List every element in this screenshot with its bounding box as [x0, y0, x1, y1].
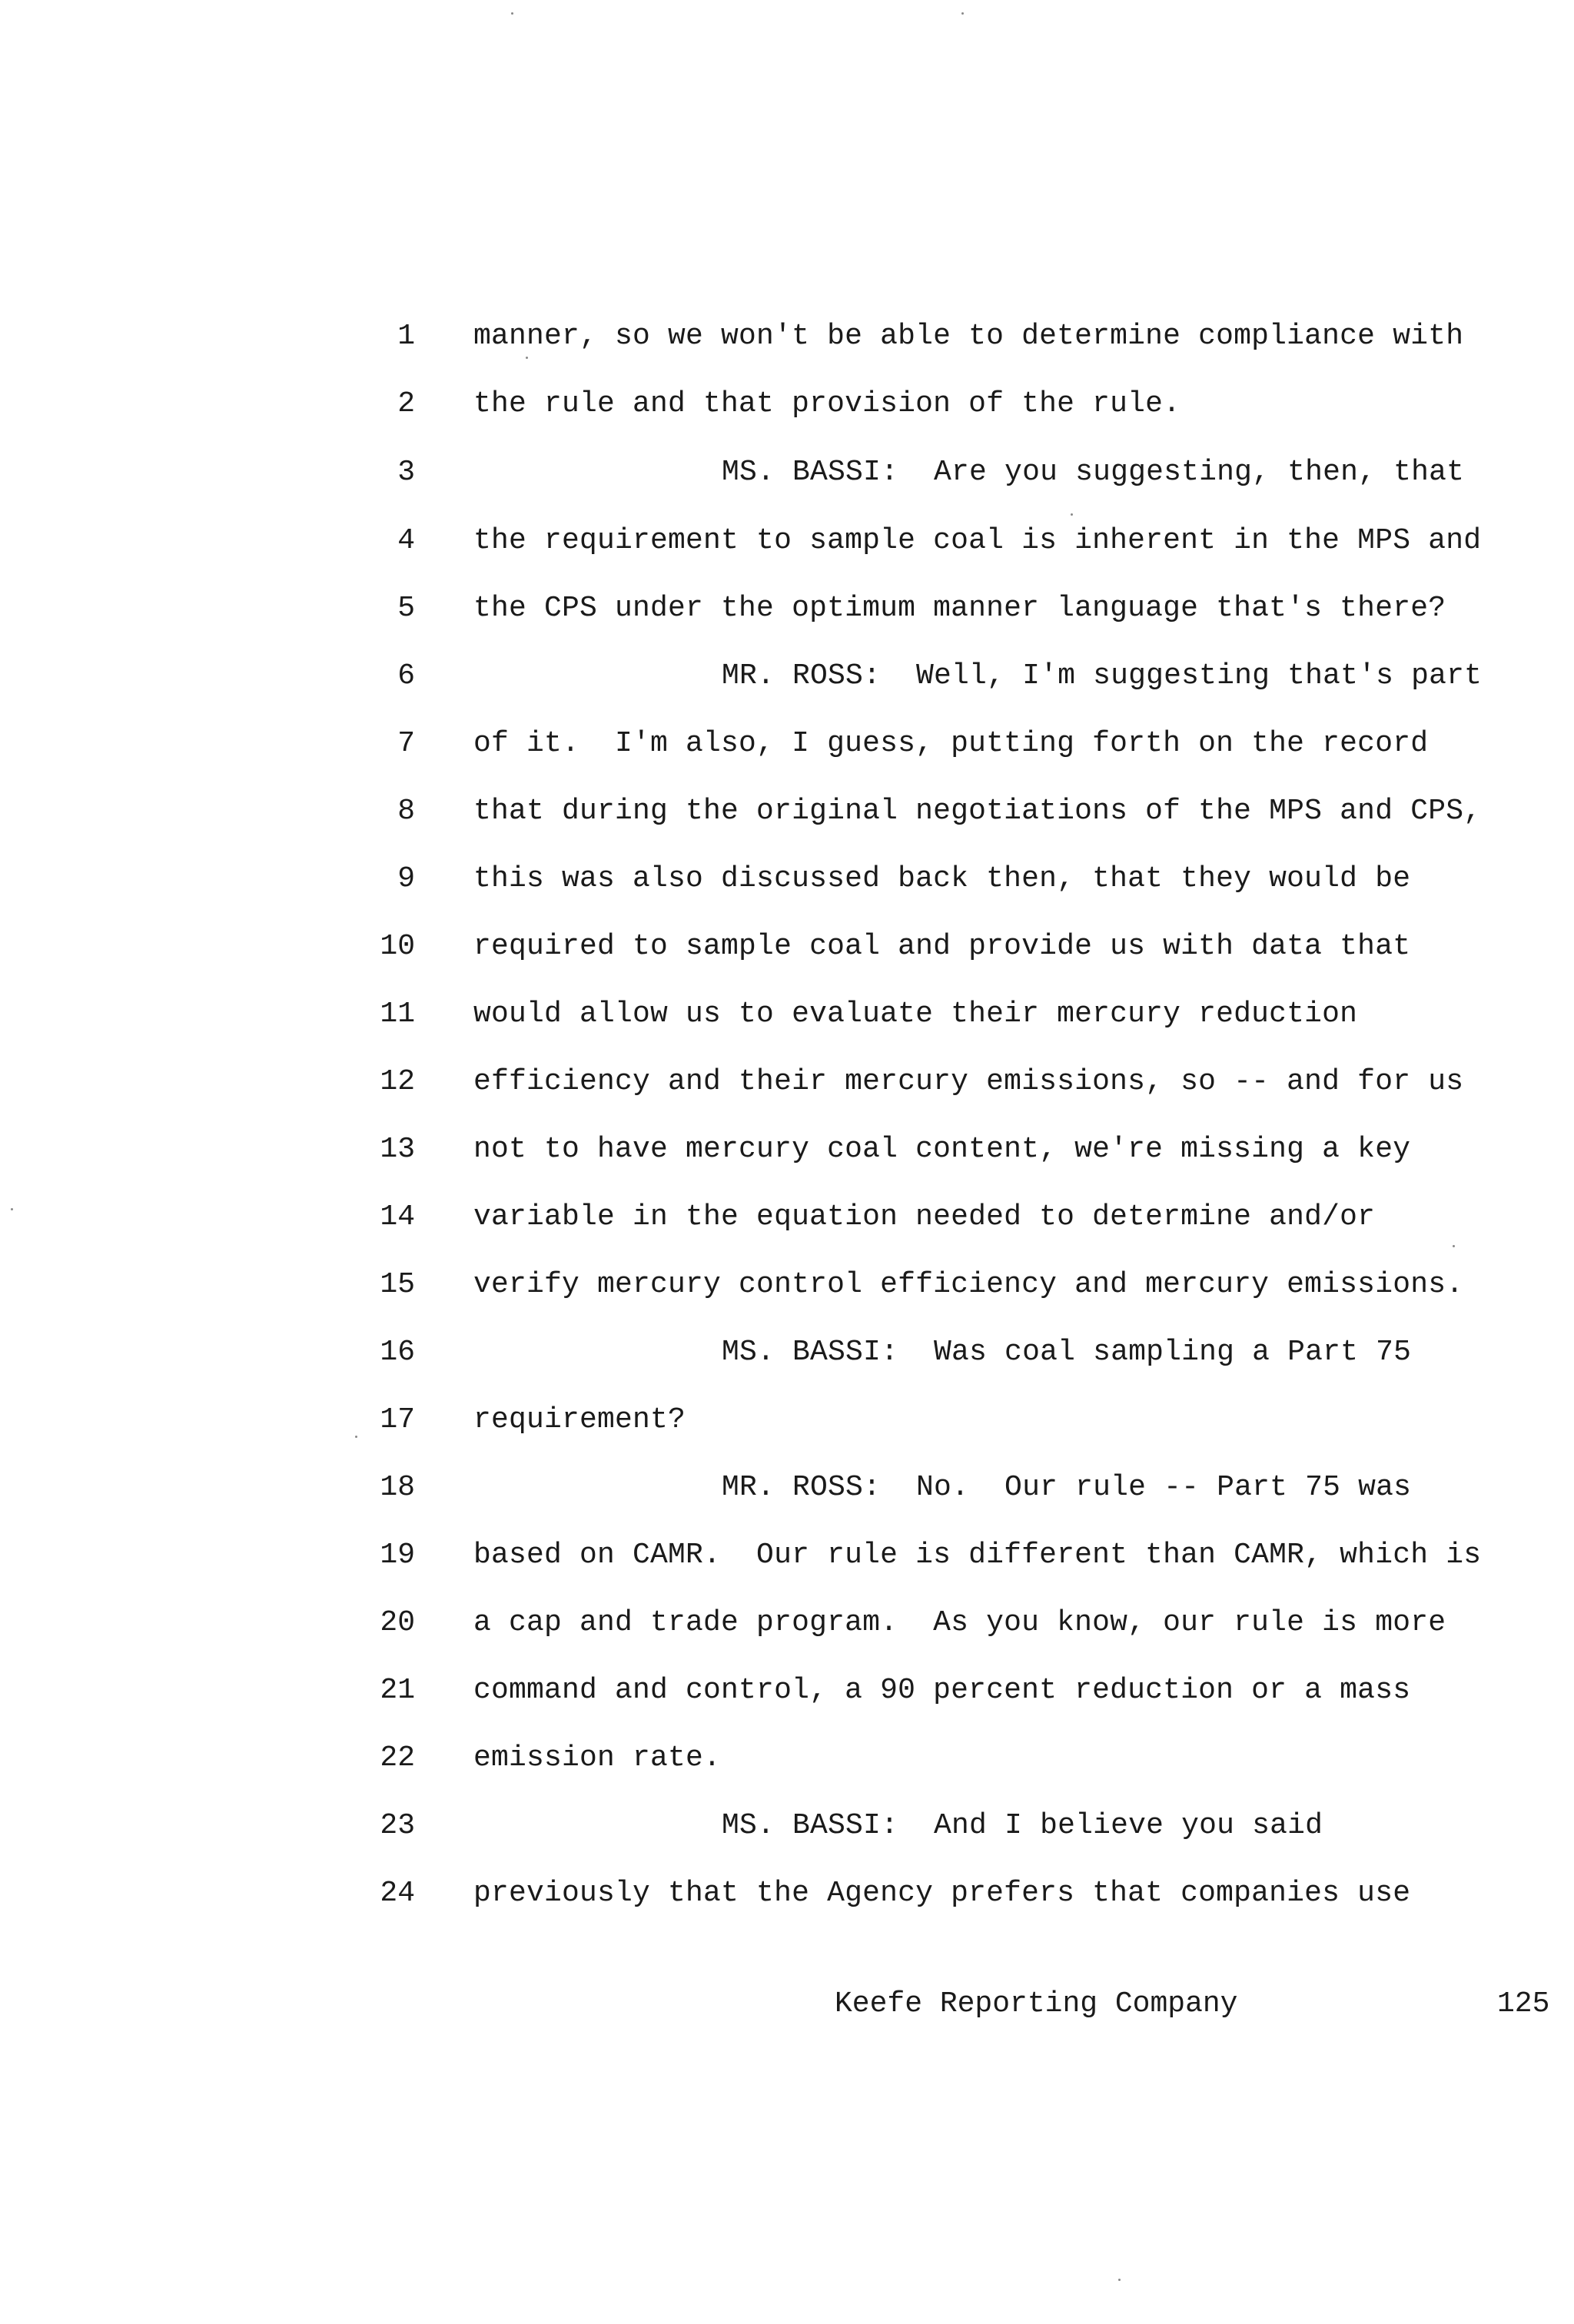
line-text: that during the original negotiations of the MPS and CPS, — [473, 795, 1482, 828]
line-number: 17 — [380, 1403, 415, 1436]
line-text: the CPS under the optimum manner language that's there? — [473, 592, 1446, 625]
reporting-company-name: Keefe Reporting Company — [835, 1987, 1238, 2020]
line-text: not to have mercury coal content, we're missing a key — [473, 1133, 1411, 1166]
line-text: previously that the Agency prefers that companies use — [473, 1877, 1411, 1910]
line-text: would allow us to evaluate their mercury reduction — [473, 998, 1358, 1031]
line-text: command and control, a 90 percent reduction or a mass — [473, 1674, 1411, 1707]
line-number: 9 — [397, 862, 415, 895]
line-text: variable in the equation needed to determine and/or — [473, 1200, 1376, 1233]
line-text: required to sample coal and provide us with data that — [473, 930, 1411, 963]
line-number: 10 — [380, 930, 415, 963]
line-number: 4 — [397, 524, 415, 557]
line-number: 3 — [397, 456, 415, 489]
scan-speck — [526, 357, 528, 359]
line-text: efficiency and their mercury emissions, so -- and for us — [473, 1065, 1464, 1098]
line-number: 15 — [380, 1268, 415, 1301]
line-text: MS. BASSI: Was coal sampling a Part 75 — [722, 1336, 1412, 1369]
transcript-line — [0, 1674, 1574, 1752]
line-number: 7 — [397, 727, 415, 760]
line-number: 14 — [380, 1200, 415, 1233]
scan-speck — [511, 12, 513, 15]
transcript-line — [0, 1336, 1574, 1414]
scan-speck — [1453, 1245, 1455, 1247]
line-number: 19 — [380, 1539, 415, 1572]
line-number: 23 — [380, 1809, 415, 1842]
line-text: requirement? — [473, 1403, 686, 1436]
line-text: verify mercury control efficiency and mercury emissions. — [473, 1268, 1464, 1301]
line-text: the rule and that provision of the rule. — [473, 387, 1181, 420]
transcript-line — [0, 1877, 1574, 1955]
line-number: 22 — [380, 1741, 415, 1775]
line-number: 1 — [397, 320, 415, 353]
line-number: 12 — [380, 1065, 415, 1098]
line-text: based on CAMR. Our rule is different than CAMR, which is — [473, 1539, 1482, 1572]
line-number: 6 — [397, 659, 415, 692]
line-number: 13 — [380, 1133, 415, 1166]
line-number: 18 — [380, 1471, 415, 1504]
page-number: 125 — [1497, 1987, 1550, 2020]
line-text: MS. BASSI: Are you suggesting, then, that — [722, 456, 1465, 489]
line-number: 8 — [397, 795, 415, 828]
line-number: 2 — [397, 387, 415, 420]
line-text: the requirement to sample coal is inherent in the MPS and — [473, 524, 1482, 557]
scan-speck — [355, 1436, 357, 1438]
line-number: 24 — [380, 1877, 415, 1910]
line-number: 20 — [380, 1606, 415, 1639]
line-text: of it. I'm also, I guess, putting forth on the record — [473, 727, 1429, 760]
scan-speck — [961, 12, 964, 15]
scan-speck — [1071, 513, 1073, 516]
line-text: emission rate. — [473, 1741, 722, 1775]
line-number: 11 — [380, 998, 415, 1031]
line-number: 16 — [380, 1336, 415, 1369]
line-text: MR. ROSS: No. Our rule -- Part 75 was — [722, 1471, 1412, 1504]
page-footer — [0, 1974, 1574, 2035]
scan-speck — [1118, 2279, 1121, 2281]
line-number: 21 — [380, 1674, 415, 1707]
line-text: MR. ROSS: Well, I'm suggesting that's part — [722, 659, 1483, 692]
line-number: 5 — [397, 592, 415, 625]
scan-speck — [11, 1208, 13, 1210]
line-text: a cap and trade program. As you know, our rule is more — [473, 1606, 1446, 1639]
line-text: this was also discussed back then, that they would be — [473, 862, 1411, 895]
line-text: MS. BASSI: And I believe you said — [722, 1809, 1323, 1842]
line-text: manner, so we won't be able to determine compliance with — [473, 320, 1464, 353]
